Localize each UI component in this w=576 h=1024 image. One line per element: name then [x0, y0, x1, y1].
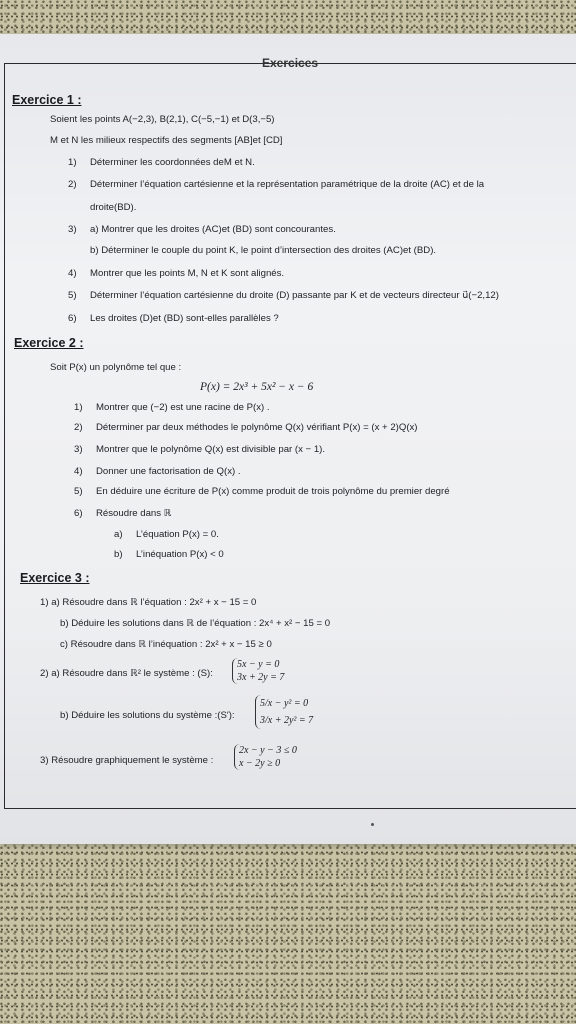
ex1-item-2: 2) Déterminer l’équation cartésienne et la représentation paramétrique de la droite (AC) et de la	[68, 179, 485, 190]
ex2-intro: Soit P(x) un polynôme tel que :	[50, 362, 182, 373]
ex2-item-4: 4) Donner une factorisation de Q(x) .	[74, 466, 241, 477]
ex2-item-5: 5) En déduire une écriture de P(x) comme produit de trois polynôme du premier degré	[74, 486, 450, 497]
ex2-item-6: 6) Résoudre dans ℝ	[74, 508, 172, 519]
exercise-2-title: Exercice 2 :	[14, 336, 84, 350]
page-title: Exercices	[262, 56, 319, 70]
ex3-q3-system	[234, 744, 297, 770]
ex2-item-6a: a) L’équation P(x) = 0.	[114, 529, 219, 540]
ex3-q1c: c) Résoudre dans ℝ l’inéquation : 2x² + x − 15 ≥ 0	[60, 639, 272, 650]
ex3-q2a-system	[232, 658, 284, 684]
ex1-item-5: 5) Déterminer l’équation cartésienne du droite (D) passante par K et de vecteurs directeur u⃗(−2,12)	[68, 290, 499, 301]
system-ineq1: 2x − y − 3 ≤ 0	[239, 745, 297, 756]
ex3-q2a-label: 2) a) Résoudre dans ℝ² le système : (S):	[40, 668, 213, 679]
ex2-item-2: 2) Déterminer par deux méthodes le polynôme Q(x) vérifiant P(x) = (x + 2)Q(x)	[74, 422, 418, 433]
exercise-3-title: Exercice 3 :	[20, 571, 90, 585]
ex3-q1a: 1) a) Résoudre dans ℝ l’équation : 2x² + x − 15 = 0	[40, 597, 257, 608]
ex2-polynomial: P(x) = 2x³ + 5x² − x − 6	[200, 381, 314, 393]
ex1-item-2-cont: droite(BD).	[90, 202, 137, 213]
ex1-item-4: 4) Montrer que les points M, N et K sont alignés.	[68, 268, 285, 279]
ex2-item-6b: b) L’inéquation P(x) < 0	[114, 549, 224, 560]
system-ineq2: x − 2y ≥ 0	[239, 758, 281, 769]
ex2-item-1: 1) Montrer que (−2) est une racine de P(x) .	[74, 402, 270, 413]
ex3-q2b-label: b) Déduire les solutions du système :(S′):	[60, 710, 235, 721]
ex1-item-3b: b) Déterminer le couple du point K, le point d’intersection des droites (AC)et (BD).	[90, 245, 437, 256]
ex1-intro-midpoints: M et N les milieux respectifs des segments [AB]et [CD]	[50, 135, 283, 146]
ex3-q3-label: 3) Résoudre graphiquement le système :	[40, 755, 214, 766]
ex3-q2b-system	[255, 695, 313, 729]
system-S-eq1: 5x − y = 0	[237, 659, 280, 670]
paper-mark	[371, 823, 374, 826]
system-S-prime-eq2: 3/x + 2y² = 7	[260, 715, 314, 726]
exercise-1-title: Exercice 1 :	[12, 93, 82, 107]
ex3-q1b: b) Déduire les solutions dans ℝ de l’équation : 2x⁴ + x² − 15 = 0	[60, 618, 331, 629]
ex1-item-1: 1) Déterminer les coordonnées deM et N.	[68, 157, 255, 168]
ex2-item-3: 3) Montrer que le polynôme Q(x) est divisible par (x − 1).	[74, 444, 326, 455]
system-S-prime-eq1: 5/x − y² = 0	[260, 698, 309, 709]
ex1-item-6: 6) Les droites (D)et (BD) sont-elles parallèles ?	[68, 313, 279, 324]
ex1-item-3a: 3) a) Montrer que les droites (AC)et (BD) sont concourantes.	[68, 224, 336, 235]
ex1-intro-points: Soient les points A(−2,3), B(2,1), C(−5,−1) et D(3,−5)	[50, 114, 275, 125]
system-S-eq2: 3x + 2y = 7	[237, 672, 285, 683]
